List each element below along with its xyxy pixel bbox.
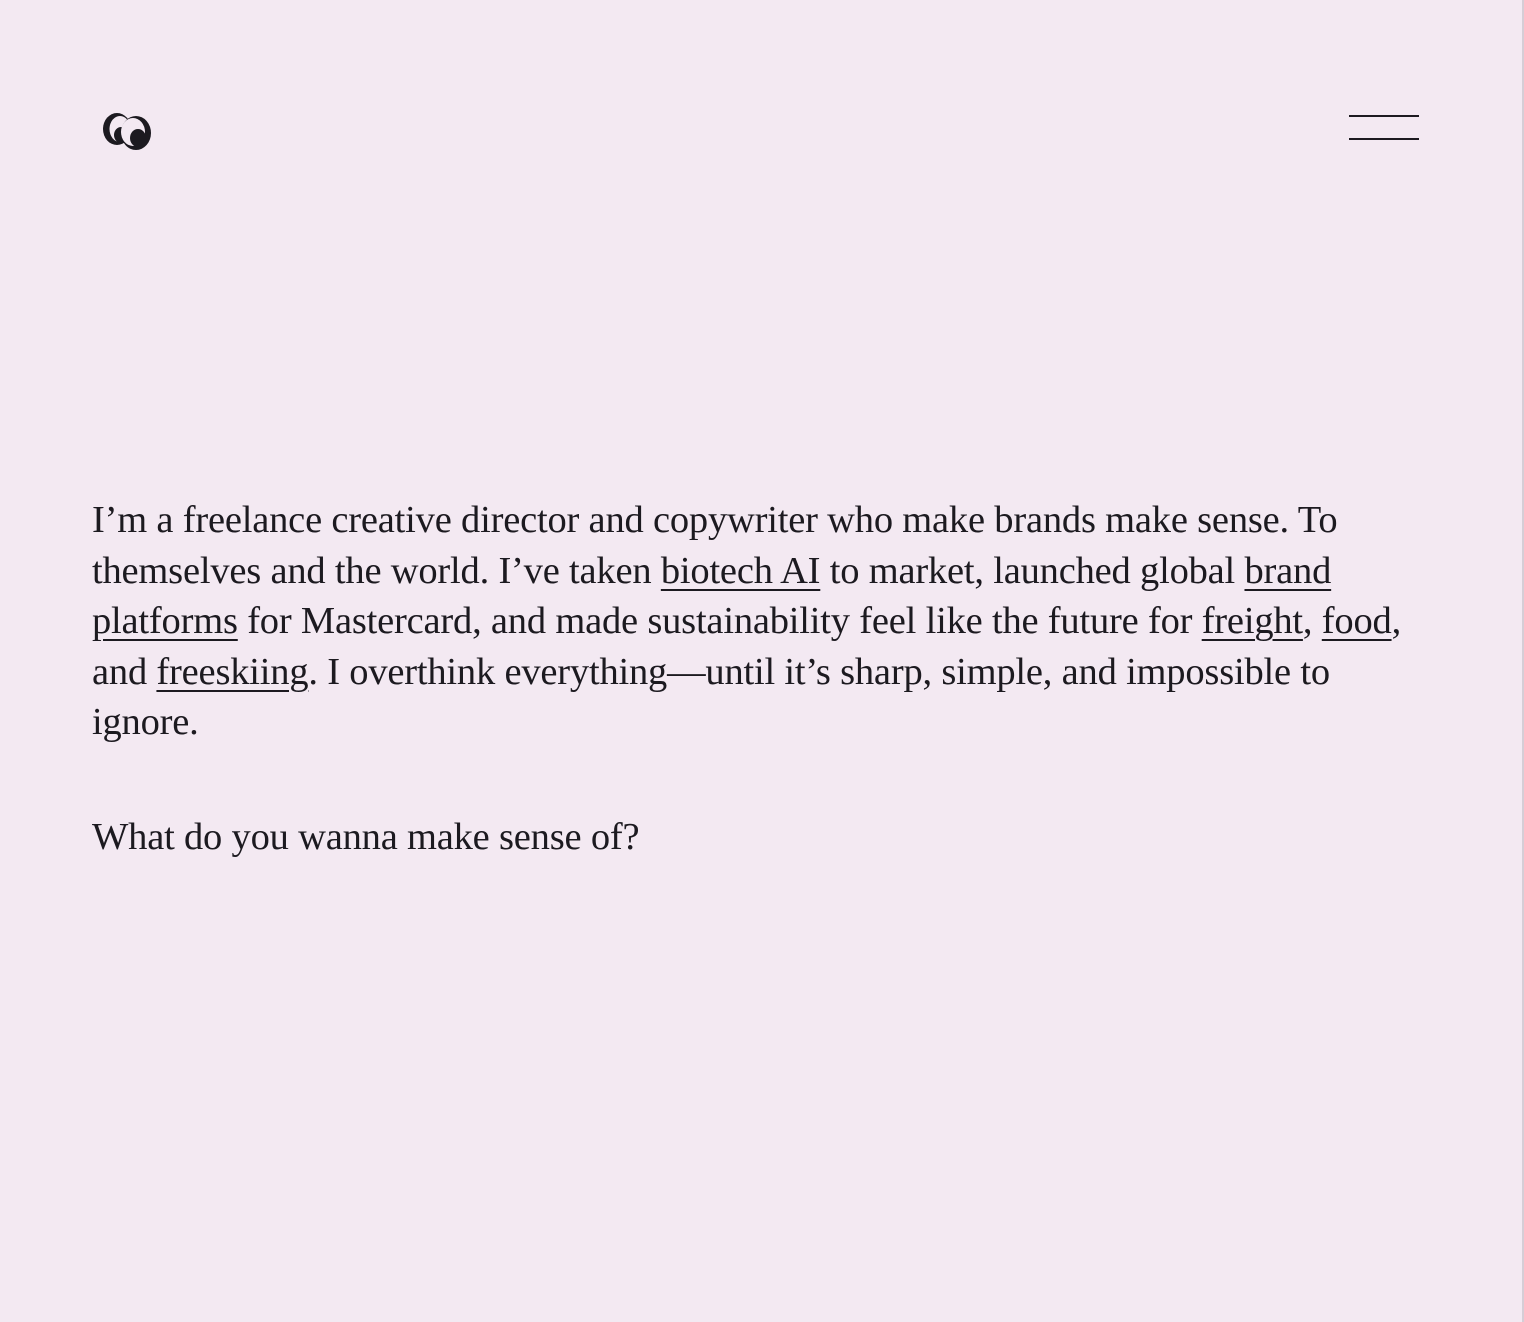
bio-text: ,: [1302, 600, 1322, 642]
question-heading: What do you wanna make sense of?: [92, 815, 640, 858]
bio-text: I’m a freelance creative director and copywriter who make brands make sense. To themselves and the world. I’ve taken: [92, 499, 1338, 592]
bio-text: , and: [92, 600, 1401, 693]
googly-eyes-icon-svg: [100, 104, 156, 156]
link-biotech-ai[interactable]: biotech AI: [660, 549, 821, 592]
link-food[interactable]: food: [1321, 600, 1392, 642]
link-brand-platforms[interactable]: brand platforms: [92, 549, 1332, 642]
link-freeskiing[interactable]: freeskiing: [156, 650, 309, 693]
googly-eyes-icon[interactable]: [100, 104, 156, 156]
bio-paragraph: [92, 495, 1432, 748]
intro-section: [92, 495, 1432, 862]
bio-text: for Mastercard, and made sustainability feel like the future for: [237, 600, 1202, 642]
bio-text: . I overthink everything—until it’s sharp, simple, and impossible to ignore.: [92, 650, 1330, 743]
link-freight[interactable]: freight: [1201, 600, 1303, 642]
hamburger-menu-icon[interactable]: [1346, 108, 1422, 148]
bio-text: to market, launched global: [820, 549, 1245, 592]
menu-bar-top: [1349, 115, 1419, 117]
menu-bar-bottom: [1349, 138, 1419, 140]
